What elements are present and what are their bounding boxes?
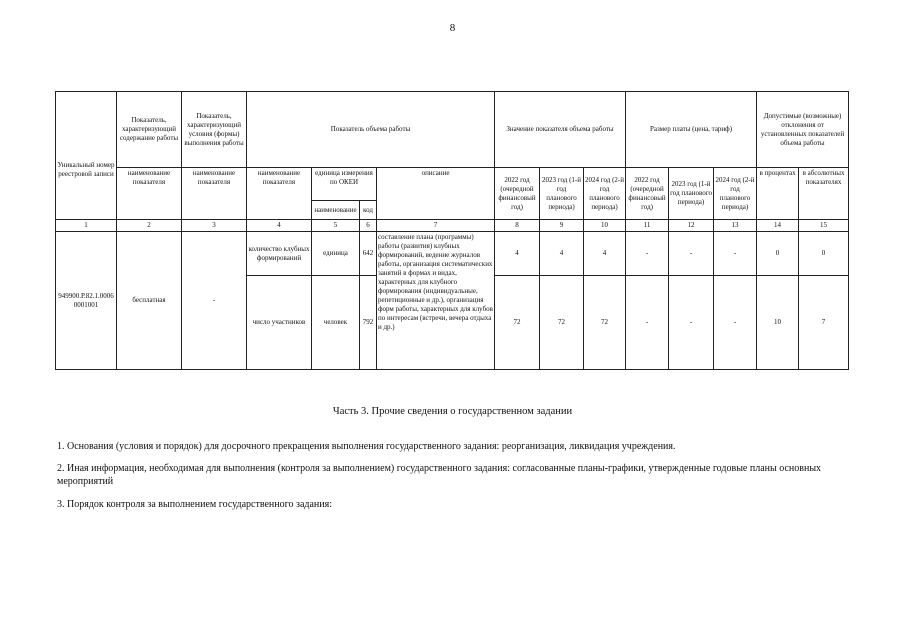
column-index: 8 xyxy=(495,220,540,232)
indicator-name: количество клубных формирований xyxy=(247,232,312,276)
header-unit-name: наименование xyxy=(312,201,360,220)
header-deviation: Допустимые (возможные) отклонения от установленных показателей объема работы xyxy=(757,92,849,168)
conditions-value: - xyxy=(182,232,247,370)
fee-2022: - xyxy=(626,276,669,370)
deviation-absolute: 0 xyxy=(799,232,849,276)
header-fee-2024: 2024 год (2-й год планового периода) xyxy=(714,168,757,220)
value-2024: 4 xyxy=(584,232,626,276)
column-index: 13 xyxy=(714,220,757,232)
column-index: 5 xyxy=(312,220,360,232)
value-2022: 72 xyxy=(495,276,540,370)
table-row xyxy=(56,232,849,276)
header-deviation-absolute: в абсолютных показателях xyxy=(799,168,849,220)
fee-2022: - xyxy=(626,232,669,276)
paragraph-control-procedure: 3. Порядок контроля за выполнением государственного задания: xyxy=(57,499,332,510)
column-index: 11 xyxy=(626,220,669,232)
deviation-absolute: 7 xyxy=(799,276,849,370)
header-unit-code: код xyxy=(360,201,377,220)
registry-number: 949900.Р.82.1.00060001001 xyxy=(56,232,117,370)
work-description: составление плана (программы) работы (развития) клубных формирований, ведение журналов работы, организация систематических занятий в формах и видах, характерных для клубного формирования (индивидуальные, репетиционные и др.), организация форм работы, характерных для клубов по интересам (встречи, вечера отдыха и др.) xyxy=(377,232,495,370)
header-name-indicator-3: наименование показателя xyxy=(247,168,312,220)
value-2024: 72 xyxy=(584,276,626,370)
column-index-row xyxy=(56,220,849,232)
column-index: 4 xyxy=(247,220,312,232)
header-fee-2023: 2023 год (1-й год планового периода) xyxy=(669,168,714,220)
column-index: 1 xyxy=(56,220,117,232)
fee-2023: - xyxy=(669,232,714,276)
fee-2023: - xyxy=(669,276,714,370)
unit-code: 792 xyxy=(360,276,377,370)
header-name-indicator-1: наименование показателя xyxy=(117,168,182,220)
content-value: бесплатная xyxy=(117,232,182,370)
deviation-percent: 10 xyxy=(757,276,799,370)
paragraph-other-info: 2. Иная информация, необходимая для выполнения (контроля за выполнением) государственного задания: согласованные планы-графики, утвержденные годовые планы основных мероприятий xyxy=(57,463,822,487)
header-volume-value: Значение показателя объема работы xyxy=(495,92,626,168)
unit-name: человек xyxy=(312,276,360,370)
column-index: 12 xyxy=(669,220,714,232)
header-name-indicator-2: наименование показателя xyxy=(182,168,247,220)
column-index: 6 xyxy=(360,220,377,232)
header-value-2023: 2023 год (1-й год планового периода) xyxy=(540,168,584,220)
fee-2024: - xyxy=(714,232,757,276)
column-index: 9 xyxy=(540,220,584,232)
value-2023: 72 xyxy=(540,276,584,370)
value-2022: 4 xyxy=(495,232,540,276)
header-unit-okei: единица измерения по ОКЕИ xyxy=(312,168,377,201)
work-volume-table xyxy=(55,91,849,370)
column-index: 10 xyxy=(584,220,626,232)
column-index: 14 xyxy=(757,220,799,232)
indicator-name: число участников xyxy=(247,276,312,370)
paragraph-grounds: 1. Основания (условия и порядок) для досрочного прекращения выполнения государственного задания: реорганизация, ликвидация учреждения. xyxy=(57,441,676,452)
column-index: 2 xyxy=(117,220,182,232)
header-value-2024: 2024 год (2-й год планового периода) xyxy=(584,168,626,220)
value-2023: 4 xyxy=(540,232,584,276)
header-fee-2022: 2022 год (очередной финансовый год) xyxy=(626,168,669,220)
page-number: 8 xyxy=(449,22,456,34)
header-value-2022: 2022 год (очередной финансовый год) xyxy=(495,168,540,220)
header-description: описание xyxy=(377,168,495,220)
header-volume-indicator: Показатель объема работы xyxy=(247,92,495,168)
section-title: Часть 3. Прочие сведения о государственном задании xyxy=(332,406,573,417)
unit-name: единица xyxy=(312,232,360,276)
header-deviation-percent: в процентах xyxy=(757,168,799,220)
column-index: 15 xyxy=(799,220,849,232)
header-fee: Размер платы (цена, тариф) xyxy=(626,92,757,168)
header-content-indicator: Показатель, характеризующий содержание работы xyxy=(117,92,182,168)
deviation-percent: 0 xyxy=(757,232,799,276)
header-conditions-indicator: Показатель, характеризующий условия (формы) выполнения работы xyxy=(182,92,247,168)
column-index: 7 xyxy=(377,220,495,232)
header-unique-number: Уникальный номер реестровой записи xyxy=(56,92,117,220)
column-index: 3 xyxy=(182,220,247,232)
unit-code: 642 xyxy=(360,232,377,276)
fee-2024: - xyxy=(714,276,757,370)
